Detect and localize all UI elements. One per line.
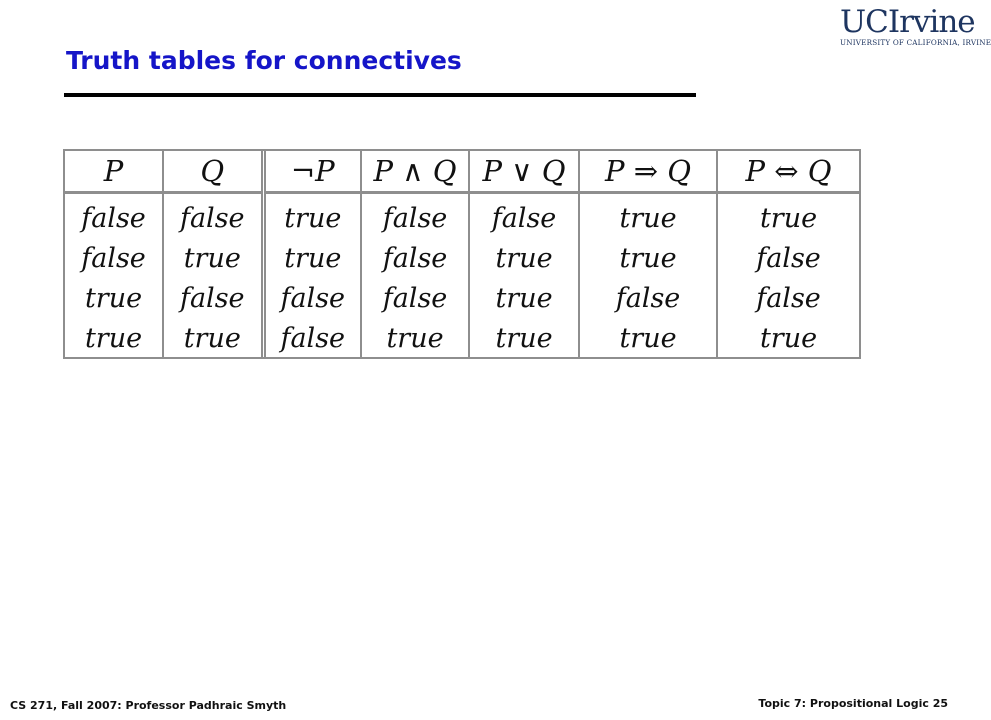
- truth-table-header-row: [65, 151, 859, 193]
- table-cell: true: [469, 278, 579, 318]
- header-cell-not-p: ¬P: [263, 151, 361, 193]
- table-row: [65, 318, 859, 358]
- table-cell: true: [579, 193, 717, 239]
- table-cell: true: [163, 238, 263, 278]
- table-cell: false: [361, 278, 469, 318]
- table-cell: true: [263, 238, 361, 278]
- table-cell: true: [579, 318, 717, 358]
- table-row: [65, 278, 859, 318]
- table-cell: true: [579, 238, 717, 278]
- table-cell: true: [469, 318, 579, 358]
- table-cell: false: [469, 193, 579, 239]
- table-cell: true: [469, 238, 579, 278]
- logo-wordmark: UCIrvine: [840, 4, 975, 40]
- table-cell: true: [717, 193, 859, 239]
- table-cell: false: [579, 278, 717, 318]
- table-cell: true: [717, 318, 859, 358]
- header-cell-and: P ∧ Q: [361, 151, 469, 193]
- table-cell: false: [717, 238, 859, 278]
- table-cell: false: [81, 242, 146, 274]
- truth-table-container: [63, 149, 861, 359]
- table-cell: true: [163, 318, 263, 358]
- truth-table: [65, 151, 859, 358]
- header-cell-p: P: [65, 151, 163, 193]
- table-cell: true: [263, 193, 361, 239]
- table-cell: true: [84, 322, 143, 354]
- table-cell: false: [263, 318, 361, 358]
- table-row: [65, 238, 859, 278]
- header-cell-implies: P ⇒ Q: [579, 151, 717, 193]
- header-cell-iff: P ⇔ Q: [717, 151, 859, 193]
- table-cell: false: [361, 193, 469, 239]
- title-underline: [64, 93, 696, 97]
- header-cell-or: P ∨ Q: [469, 151, 579, 193]
- table-cell: false: [81, 202, 146, 234]
- table-cell: true: [361, 318, 469, 358]
- footer-topic-page: Topic 7: Propositional Logic 25: [758, 697, 948, 710]
- table-cell: false: [361, 238, 469, 278]
- table-cell: false: [163, 193, 263, 239]
- logo-subtitle: UNIVERSITY OF CALIFORNIA, IRVINE: [840, 38, 991, 47]
- footer-course-info: CS 271, Fall 2007: Professor Padhraic Smyth: [10, 699, 287, 712]
- table-cell: true: [84, 282, 143, 314]
- table-cell: false: [717, 278, 859, 318]
- table-row: [65, 193, 859, 239]
- slide-title: Truth tables for connectives: [66, 46, 462, 75]
- ucirvine-logo: [840, 4, 991, 47]
- header-cell-q: Q: [163, 151, 263, 193]
- table-cell: false: [263, 278, 361, 318]
- table-cell: false: [163, 278, 263, 318]
